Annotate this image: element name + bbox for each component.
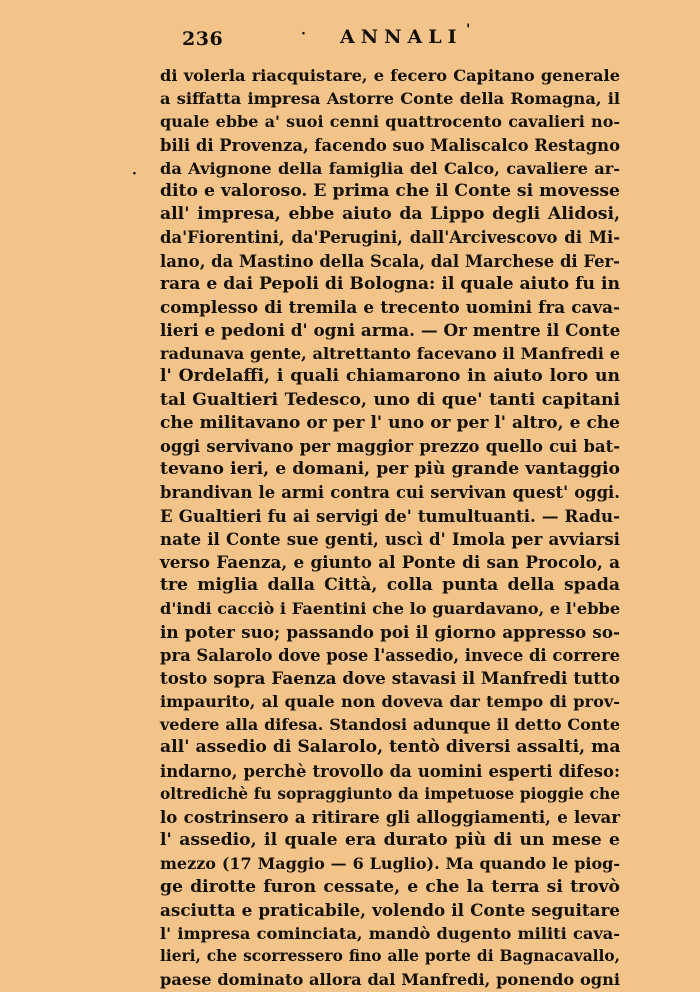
running-head: ANNALI [340, 26, 463, 48]
text-line: quale ebbe a' suoi cenni quattrocento cavalieri no- [160, 112, 620, 132]
text-line: l' assedio, il quale era durato più di un mese e [160, 830, 620, 851]
text-line: tre miglia dalla Città, colla punta della spada [160, 575, 620, 596]
text-line: lo costrinsero a ritirare gli alloggiamenti, e levar [160, 807, 620, 827]
text-line: mezzo (17 Maggio — 6 Luglio). Ma quando le piog- [160, 854, 620, 874]
text-line: all' assedio di Salarolo, tentò diversi assalti, ma [160, 737, 621, 758]
text-line: verso Faenza, e giunto al Ponte di san Procolo, a [160, 551, 620, 572]
text-line: tal Gualtieri Tedesco, uno di que' tanti capitani [160, 389, 620, 410]
text-line: rara e dai Pepoli di Bologna: il quale aiuto fu in [160, 273, 620, 294]
text-line: dito e valoroso. E prima che il Conte si movesse [160, 180, 620, 201]
page-header [160, 22, 620, 56]
text-line: l' Ordelaffi, i quali chiamarono in aiuto loro un [160, 366, 620, 387]
text-line: all' impresa, ebbe aiuto da Lippo degli Alidosi, [160, 204, 620, 225]
text-line: ge dirotte furon cessate, e che la terra si trovò [160, 876, 620, 897]
text-line: bili di Provenza, facendo suo Maliscalco Restagno [160, 135, 620, 155]
text-line: radunava gente, altrettanto facevano il Manfredi e [160, 344, 620, 364]
body-text [160, 64, 620, 992]
text-line: tosto sopra Faenza dove stavasi il Manfredi tutto [160, 667, 620, 688]
text-line: pra Salarolo dove pose l'assedio, invece di correre [160, 645, 621, 665]
text-line: da Avignone della famiglia del Calco, cavaliere ar- [160, 158, 620, 178]
text-line: da'Fiorentini, da'Perugini, dall'Arcivescovo di Mi- [160, 228, 620, 248]
text-line: vedere alla difesa. Standosi adunque il detto Conte [160, 715, 620, 735]
text-line: complesso di tremila e trecento uomini fra cava- [160, 296, 620, 317]
text-line: in poter suo; passando poi il giorno appresso so- [160, 621, 620, 642]
text-line: lieri e pedoni d' ogni arma. — Or mentre il Conte [160, 320, 621, 341]
text-line: E Gualtieri fu ai servigi de' tumultuanti. — Radu- [160, 505, 620, 526]
text-line: d'indi cacciò i Faentini che lo guardavano, e l'ebbe [160, 599, 621, 619]
text-line: impaurito, al quale non doveva dar tempo di prov- [160, 692, 620, 712]
text-line: indarno, perchè trovollo da uomini esperti difeso: [160, 761, 620, 781]
header-mark-left: · [301, 26, 306, 42]
text-line: a siffatta impresa Astorre Conte della Romagna, il [160, 89, 620, 109]
text-line: oggi servivano per maggior prezzo quello cui bat- [160, 437, 620, 456]
text-line: che militavano or per l' uno or per l' altro, e che [160, 412, 620, 433]
text-line: brandivan le armi contra cui servivan quest' oggi. [160, 483, 620, 503]
text-line: paese dominato allora dal Manfredi, ponendo ogni [160, 970, 620, 990]
page-number: 236 [182, 28, 224, 50]
text-line: nate il Conte sue genti, uscì d' Imola per avviarsi [160, 528, 620, 549]
text-line: asciutta e praticabile, volendo il Conte seguitare [160, 899, 620, 920]
text-line: oltredichè fu sopraggiunto da impetuose pioggie che [160, 784, 620, 803]
text-line: lano, da Mastino della Scala, dal Marchese di Fer- [160, 251, 620, 271]
text-line: tevano ieri, e domani, per più grande vantaggio [160, 459, 620, 480]
margin-mark: · [132, 166, 137, 182]
text-line: lieri, che scorressero fino alle porte di Bagnacavallo, [160, 947, 620, 966]
text-line: l' impresa cominciata, mandò dugento militi cava- [160, 923, 620, 943]
text-line: di volerla riacquistare, e fecero Capitano generale [160, 66, 620, 85]
header-mark-right: ' [466, 22, 471, 38]
